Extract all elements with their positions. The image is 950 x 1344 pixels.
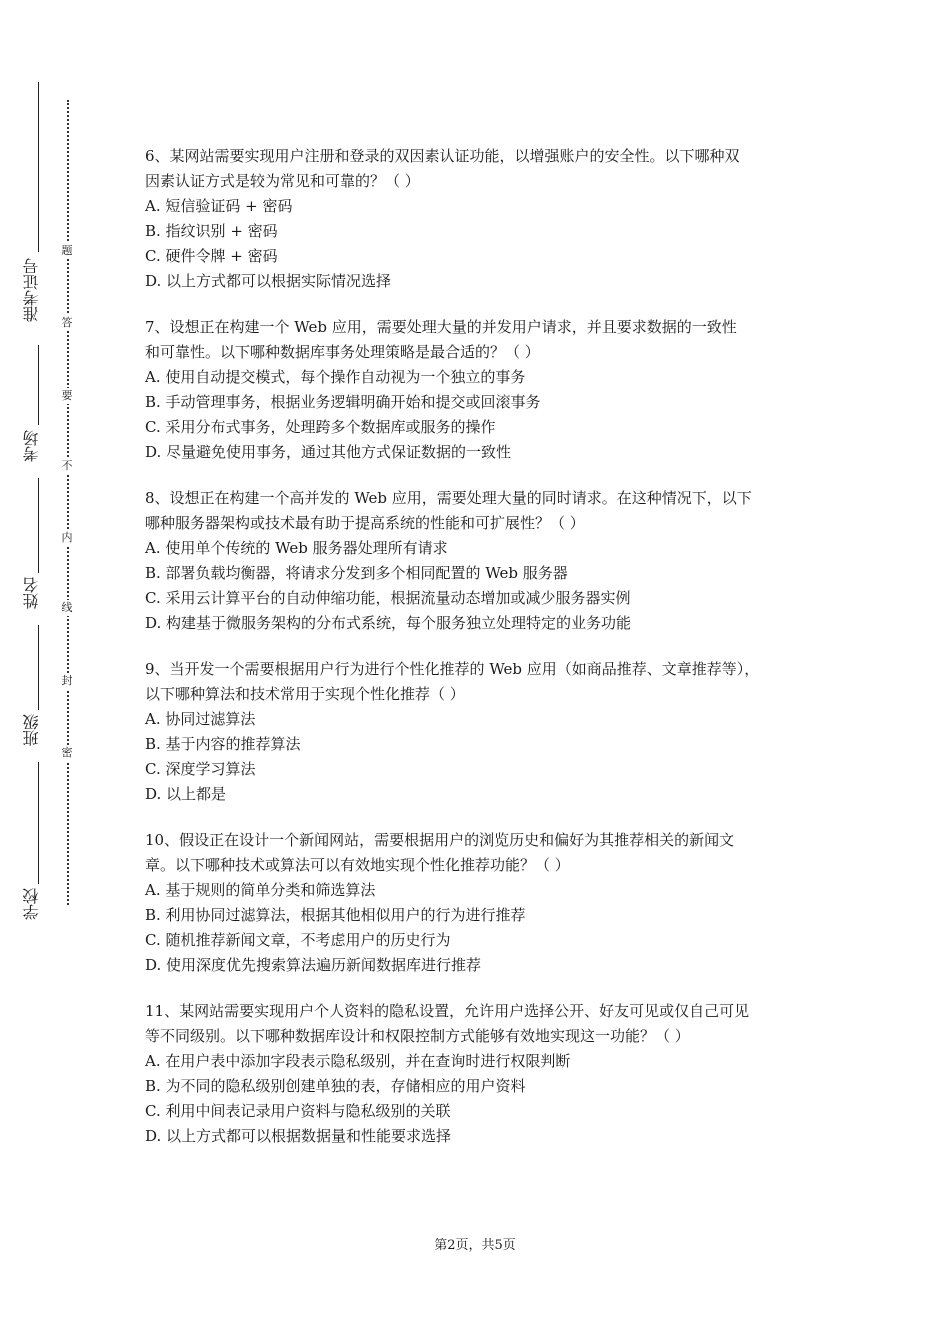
option-d: D. 构建基于微服务架构的分布式系统，每个服务独立处理特定的业务功能 — [145, 614, 632, 632]
question-8 — [145, 486, 825, 636]
seal-char: 题 — [59, 243, 75, 259]
option-a: A. 使用单个传统的 Web 服务器处理所有请求 — [145, 539, 448, 557]
question-6 — [145, 144, 825, 294]
option-b: B. 指纹识别 + 密码 — [145, 222, 278, 240]
question-text: 7、设想正在构建一个 Web 应用，需要处理大量的并发用户请求，并且要求数据的一致性 — [145, 318, 737, 336]
field-label-school — [22, 888, 42, 920]
option-c: C. 随机推荐新闻文章，不考虑用户的历史行为 — [145, 931, 451, 949]
page-number: 第2页，共5页 — [434, 1238, 516, 1253]
seal-char: 密 — [59, 745, 75, 761]
option-a: A. 在用户表中添加字段表示隐私级别，并在查询时进行权限判断 — [145, 1052, 571, 1070]
field-label-text: 准考证号 — [22, 258, 41, 322]
field-label-class — [22, 714, 42, 746]
option-a: A. 基于规则的简单分类和筛选算法 — [145, 881, 376, 899]
seal-char: 封 — [59, 673, 75, 689]
option-c: C. 深度学习算法 — [145, 760, 256, 778]
field-line-name — [38, 478, 39, 573]
option-b: B. 部署负载均衡器，将请求分发到多个相同配置的 Web 服务器 — [145, 564, 568, 582]
question-text: 和可靠性。以下哪种数据库事务处理策略是最合适的？（ ） — [145, 343, 540, 361]
seal-char: 要 — [59, 388, 75, 404]
question-text: 章。以下哪种技术或算法可以有效地实现个性化推荐功能？（ ） — [145, 856, 570, 874]
option-c: C. 采用云计算平台的自动伸缩功能，根据流量动态增加或减少服务器实例 — [145, 589, 631, 607]
option-c: C. 利用中间表记录用户资料与隐私级别的关联 — [145, 1102, 451, 1120]
field-line-class — [38, 625, 39, 710]
seal-dotted-line — [67, 100, 69, 905]
question-text: 8、设想正在构建一个高并发的 Web 应用，需要处理大量的同时请求。在这种情况下，以下 — [145, 489, 752, 507]
option-c: C. 硬件令牌 + 密码 — [145, 247, 278, 265]
option-d: D. 以上都是 — [145, 785, 227, 803]
option-a: A. 协同过滤算法 — [145, 710, 256, 728]
question-text: 9、当开发一个需要根据用户行为进行个性化推荐的 Web 应用（如商品推荐、文章推荐等）， — [145, 660, 760, 678]
option-d: D. 以上方式都可以根据数据量和性能要求选择 — [145, 1127, 452, 1145]
option-a: A. 使用自动提交模式，每个操作自动视为一个独立的事务 — [145, 368, 526, 386]
question-10 — [145, 828, 825, 978]
field-label-name — [22, 577, 42, 609]
question-11 — [145, 999, 825, 1149]
question-text: 以下哪种算法和技术常用于实现个性化推荐（ ） — [145, 685, 465, 703]
seal-char: 线 — [59, 600, 75, 616]
question-text: 哪种服务器架构或技术最有助于提高系统的性能和可扩展性？（ ） — [145, 514, 585, 532]
field-line-exam-room — [38, 345, 39, 425]
option-a: A. 短信验证码 + 密码 — [145, 197, 293, 215]
option-d: D. 尽量避免使用事务，通过其他方式保证数据的一致性 — [145, 443, 512, 461]
option-d: D. 使用深度优先搜索算法遍历新闻数据库进行推荐 — [145, 956, 482, 974]
question-text: 11、某网站需要实现用户个人资料的隐私设置，允许用户选择公开、好友可见或仅自己可见 — [145, 1002, 750, 1020]
question-text: 10、假设正在设计一个新闻网站，需要根据用户的浏览历史和偏好为其推荐相关的新闻文 — [145, 831, 735, 849]
field-label-text: 考场 — [22, 430, 41, 462]
question-text: 因素认证方式是较为常见和可靠的？（ ） — [145, 172, 420, 190]
seal-char: 不 — [59, 458, 75, 474]
field-label-exam-id — [22, 258, 42, 322]
option-d: D. 以上方式都可以根据实际情况选择 — [145, 272, 392, 290]
field-label-text: 班级 — [22, 714, 41, 746]
question-list — [145, 144, 825, 1170]
option-b: B. 基于内容的推荐算法 — [145, 735, 301, 753]
question-9 — [145, 657, 825, 807]
question-text: 等不同级别。以下哪种数据库设计和权限控制方式能够有效地实现这一功能？（ ） — [145, 1027, 690, 1045]
binding-margin — [0, 0, 100, 1000]
field-label-text: 学校 — [22, 888, 41, 920]
option-c: C. 采用分布式事务，处理跨多个数据库或服务的操作 — [145, 418, 496, 436]
seal-char: 答 — [59, 315, 75, 331]
seal-char: 内 — [59, 530, 75, 546]
question-text: 6、某网站需要实现用户注册和登录的双因素认证功能，以增强账户的安全性。以下哪种双 — [145, 147, 740, 165]
question-7 — [145, 315, 825, 465]
option-b: B. 手动管理事务，根据业务逻辑明确开始和提交或回滚事务 — [145, 393, 541, 411]
field-label-exam-room — [22, 430, 42, 462]
field-label-text: 姓名 — [22, 577, 41, 609]
option-b: B. 为不同的隐私级别创建单独的表，存储相应的用户资料 — [145, 1077, 526, 1095]
field-line-exam-id — [38, 82, 39, 252]
option-b: B. 利用协同过滤算法，根据其他相似用户的行为进行推荐 — [145, 906, 526, 924]
field-line-school — [38, 762, 39, 884]
